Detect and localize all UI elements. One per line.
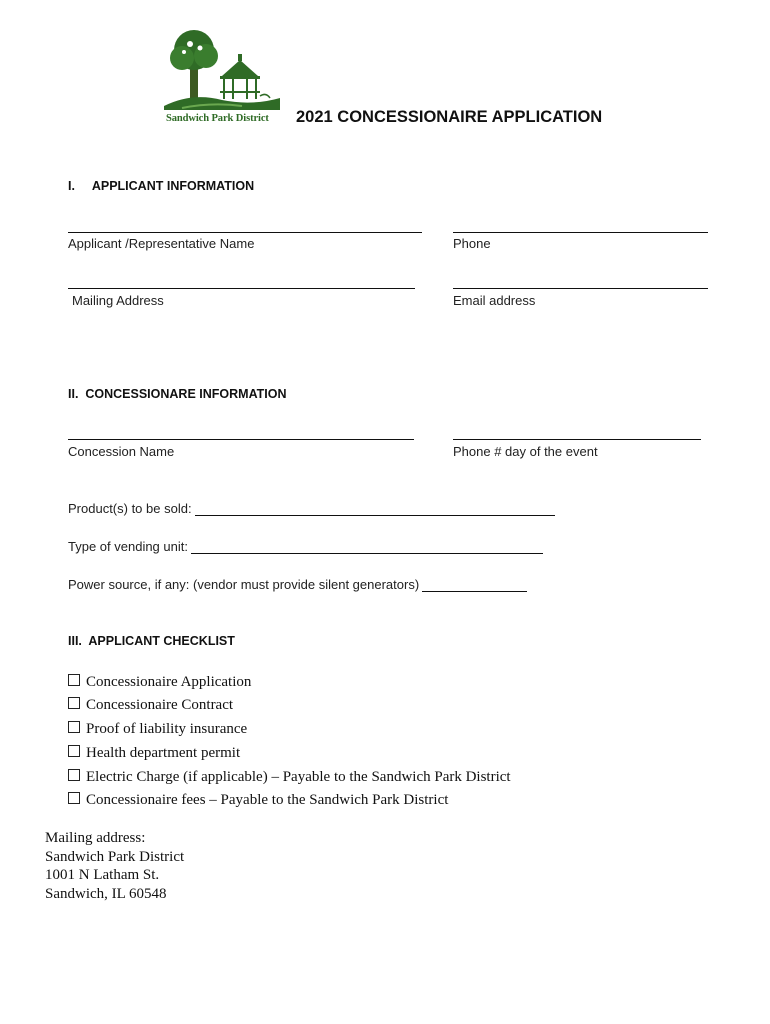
- products-blank[interactable]: [195, 503, 555, 516]
- checklist-item[interactable]: [68, 721, 247, 738]
- checklist-item-label: Electric Charge (if applicable) – Payable to the Sandwich Park District: [86, 769, 511, 785]
- event-phone-line[interactable]: [453, 439, 701, 440]
- products-field: [68, 501, 555, 516]
- checklist-item[interactable]: [68, 674, 251, 691]
- page-title: 2021 CONCESSIONAIRE APPLICATION: [296, 108, 603, 126]
- checkbox[interactable]: [68, 792, 80, 804]
- vending-unit-label: Type of vending unit:: [68, 539, 188, 554]
- name-line[interactable]: [68, 232, 422, 233]
- logo-text: Sandwich Park District: [166, 113, 269, 124]
- power-source-blank[interactable]: [422, 579, 527, 592]
- checkbox[interactable]: [68, 721, 80, 733]
- address-line[interactable]: [68, 288, 415, 289]
- mailing-address-line: Sandwich Park District: [45, 848, 185, 865]
- checkbox[interactable]: [68, 769, 80, 781]
- section-3-heading: III. APPLICANT CHECKLIST: [68, 634, 235, 648]
- checklist-item-label: Health department permit: [86, 745, 241, 761]
- products-label: Product(s) to be sold:: [68, 501, 192, 516]
- phone-label: Phone: [453, 236, 491, 251]
- checklist-item-label: Concessionaire Application: [86, 674, 252, 690]
- power-source-label: Power source, if any: (vendor must provide silent generators): [68, 577, 420, 592]
- checkbox[interactable]: [68, 697, 80, 709]
- checklist-item-label: Proof of liability insurance: [86, 721, 248, 737]
- checklist-item[interactable]: [68, 745, 240, 762]
- email-line[interactable]: [453, 288, 708, 289]
- checkbox[interactable]: [68, 745, 80, 757]
- checklist-item-label: Concessionaire Contract: [86, 697, 234, 713]
- power-source-field: [68, 577, 527, 592]
- checklist-item[interactable]: [68, 769, 511, 786]
- mailing-address-block: [45, 829, 184, 903]
- mailing-address-label: Mailing address:: [45, 830, 146, 846]
- checklist-item[interactable]: [68, 792, 448, 809]
- phone-line[interactable]: [453, 232, 708, 233]
- checkbox[interactable]: [68, 674, 80, 686]
- section-2-heading: II. CONCESSIONARE INFORMATION: [68, 387, 287, 401]
- mailing-address-line: Sandwich, IL 60548: [45, 885, 167, 902]
- concession-name-label: Concession Name: [68, 444, 175, 459]
- checklist-item[interactable]: [68, 697, 233, 714]
- mailing-address-line: 1001 N Latham St.: [45, 867, 160, 883]
- checklist-item-label: Concessionaire fees – Payable to the Sandwich Park District: [86, 792, 449, 808]
- section-1-heading: I. APPLICANT INFORMATION: [68, 179, 255, 193]
- address-label: Mailing Address: [72, 293, 164, 308]
- name-label: Applicant /Representative Name: [68, 236, 255, 251]
- concession-name-line[interactable]: [68, 439, 414, 440]
- event-phone-label: Phone # day of the event: [453, 444, 598, 459]
- vending-unit-blank[interactable]: [191, 541, 543, 554]
- email-label: Email address: [453, 293, 536, 308]
- vending-unit-field: [68, 539, 543, 554]
